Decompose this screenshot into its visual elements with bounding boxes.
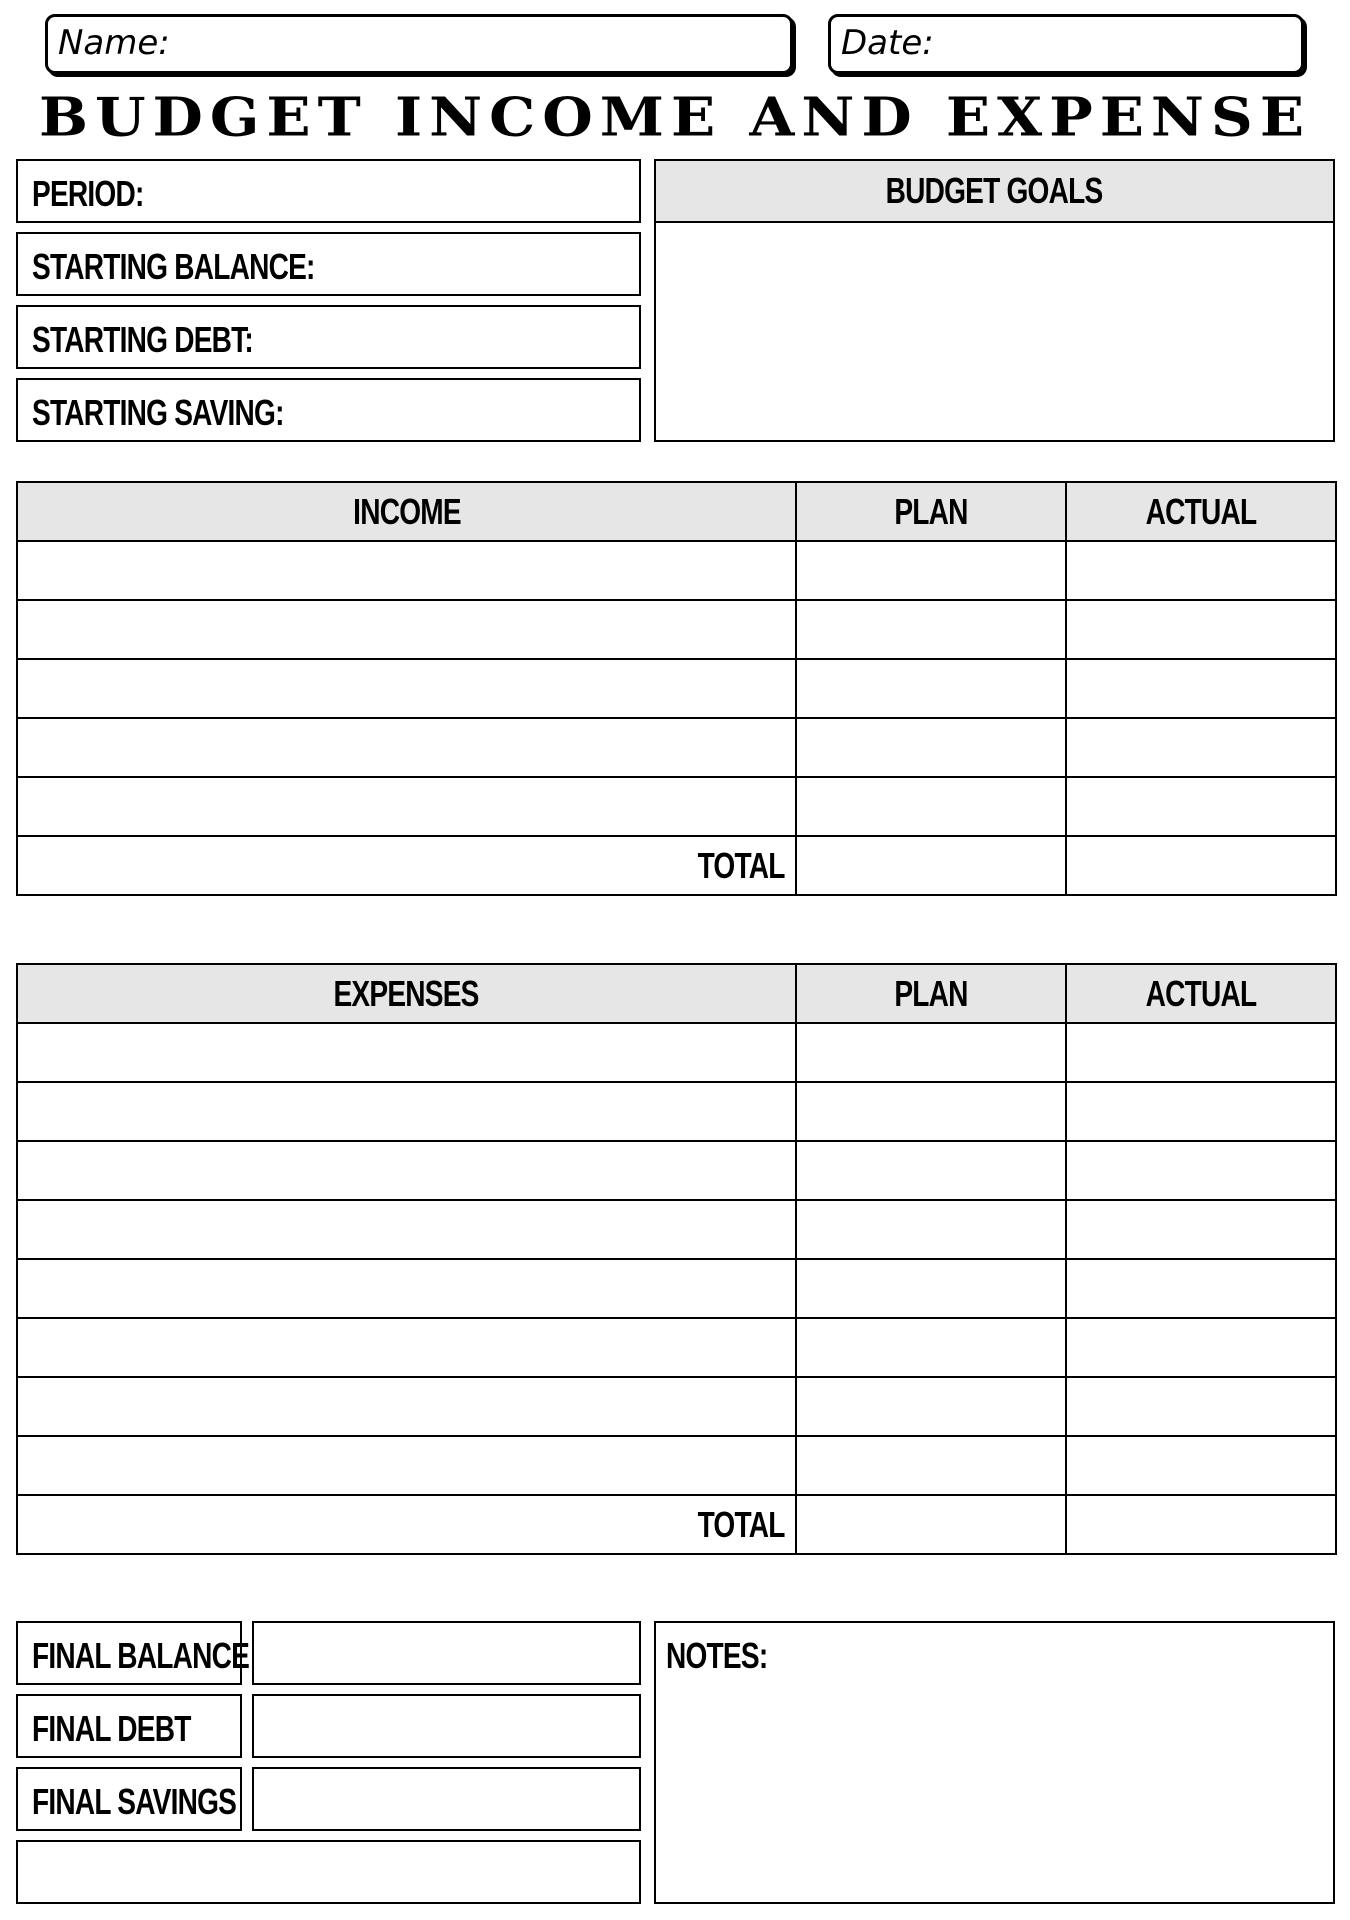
expense-actual-cell[interactable] xyxy=(1066,1200,1336,1259)
expense-actual-cell[interactable] xyxy=(1066,1023,1336,1082)
expense-actual-cell[interactable] xyxy=(1066,1259,1336,1318)
income-item-cell[interactable] xyxy=(17,659,796,718)
income-col-plan: PLAN xyxy=(796,482,1066,541)
budget-goals-area[interactable] xyxy=(656,225,1333,440)
table-row xyxy=(17,1200,1336,1259)
final-savings-field[interactable] xyxy=(252,1767,641,1831)
income-actual-cell[interactable] xyxy=(1066,777,1336,836)
income-actual-cell[interactable] xyxy=(1066,600,1336,659)
starting-balance-field[interactable] xyxy=(16,232,641,296)
income-table xyxy=(16,481,1337,896)
expense-actual-cell[interactable] xyxy=(1066,1082,1336,1141)
expense-actual-cell[interactable] xyxy=(1066,1436,1336,1495)
expenses-col-actual: ACTUAL xyxy=(1066,964,1336,1023)
final-debt-label-box xyxy=(16,1694,242,1758)
expense-plan-cell[interactable] xyxy=(796,1200,1066,1259)
income-plan-cell[interactable] xyxy=(796,777,1066,836)
starting-saving-label: STARTING SAVING: xyxy=(32,392,284,433)
income-plan-cell[interactable] xyxy=(796,600,1066,659)
income-total-row xyxy=(17,836,1336,895)
expense-plan-cell[interactable] xyxy=(796,1436,1066,1495)
notes-label: NOTES: xyxy=(666,1635,768,1676)
expenses-total-actual-cell[interactable] xyxy=(1066,1495,1336,1554)
final-balance-label: FINAL BALANCE xyxy=(32,1635,250,1676)
table-row xyxy=(17,1377,1336,1436)
final-savings-label: FINAL SAVINGS xyxy=(32,1781,237,1822)
table-row xyxy=(17,1141,1336,1200)
expenses-col-item: EXPENSES xyxy=(17,964,796,1023)
expense-plan-cell[interactable] xyxy=(796,1318,1066,1377)
income-plan-cell[interactable] xyxy=(796,718,1066,777)
expense-actual-cell[interactable] xyxy=(1066,1377,1336,1436)
table-row xyxy=(17,777,1336,836)
table-row xyxy=(17,1436,1336,1495)
income-total-actual-cell[interactable] xyxy=(1066,836,1336,895)
expenses-header-row xyxy=(17,964,1336,1023)
expense-item-cell[interactable] xyxy=(17,1023,796,1082)
table-row xyxy=(17,1023,1336,1082)
final-debt-label: FINAL DEBT xyxy=(32,1708,191,1749)
expense-item-cell[interactable] xyxy=(17,1200,796,1259)
starting-balance-label: STARTING BALANCE: xyxy=(32,246,315,287)
income-actual-cell[interactable] xyxy=(1066,541,1336,600)
name-field[interactable] xyxy=(45,14,793,74)
income-col-actual: ACTUAL xyxy=(1066,482,1336,541)
starting-debt-label: STARTING DEBT: xyxy=(32,319,253,360)
expense-plan-cell[interactable] xyxy=(796,1377,1066,1436)
expense-actual-cell[interactable] xyxy=(1066,1141,1336,1200)
table-row xyxy=(17,659,1336,718)
income-total-plan-cell[interactable] xyxy=(796,836,1066,895)
expense-item-cell[interactable] xyxy=(17,1318,796,1377)
name-label: Name: xyxy=(58,23,170,63)
starting-saving-field[interactable] xyxy=(16,378,641,442)
income-item-cell[interactable] xyxy=(17,600,796,659)
income-item-cell[interactable] xyxy=(17,777,796,836)
expenses-total-plan-cell[interactable] xyxy=(796,1495,1066,1554)
expense-plan-cell[interactable] xyxy=(796,1082,1066,1141)
date-field[interactable] xyxy=(828,14,1304,74)
table-row xyxy=(17,1318,1336,1377)
starting-debt-field[interactable] xyxy=(16,305,641,369)
income-plan-cell[interactable] xyxy=(796,659,1066,718)
expense-plan-cell[interactable] xyxy=(796,1023,1066,1082)
income-actual-cell[interactable] xyxy=(1066,718,1336,777)
final-balance-field[interactable] xyxy=(252,1621,641,1685)
expenses-table xyxy=(16,963,1337,1555)
table-row xyxy=(17,541,1336,600)
budget-goals-header xyxy=(656,161,1333,223)
expenses-total-row xyxy=(17,1495,1336,1554)
income-total-label: TOTAL xyxy=(17,836,796,895)
final-balance-label-box xyxy=(16,1621,250,1685)
expense-actual-cell[interactable] xyxy=(1066,1318,1336,1377)
expense-item-cell[interactable] xyxy=(17,1259,796,1318)
extra-field[interactable] xyxy=(16,1840,641,1904)
income-col-item: INCOME xyxy=(17,482,796,541)
page-title: BUDGET INCOME AND EXPENSE xyxy=(38,85,1312,149)
period-field[interactable] xyxy=(16,159,641,223)
expenses-col-plan: PLAN xyxy=(796,964,1066,1023)
expense-plan-cell[interactable] xyxy=(796,1259,1066,1318)
income-plan-cell[interactable] xyxy=(796,541,1066,600)
budget-goals-panel xyxy=(654,159,1335,442)
table-row xyxy=(17,1259,1336,1318)
expense-item-cell[interactable] xyxy=(17,1377,796,1436)
income-item-cell[interactable] xyxy=(17,541,796,600)
income-item-cell[interactable] xyxy=(17,718,796,777)
income-actual-cell[interactable] xyxy=(1066,659,1336,718)
final-savings-label-box xyxy=(16,1767,242,1831)
expense-plan-cell[interactable] xyxy=(796,1141,1066,1200)
expense-item-cell[interactable] xyxy=(17,1082,796,1141)
date-label: Date: xyxy=(841,23,934,63)
period-label: PERIOD: xyxy=(32,173,144,214)
table-row xyxy=(17,600,1336,659)
table-row xyxy=(17,1082,1336,1141)
expenses-total-label: TOTAL xyxy=(17,1495,796,1554)
notes-panel[interactable] xyxy=(654,1621,1335,1904)
income-header-row xyxy=(17,482,1336,541)
table-row xyxy=(17,718,1336,777)
expense-item-cell[interactable] xyxy=(17,1141,796,1200)
final-debt-field[interactable] xyxy=(252,1694,641,1758)
expense-item-cell[interactable] xyxy=(17,1436,796,1495)
budget-goals-title: BUDGET GOALS xyxy=(886,170,1103,211)
